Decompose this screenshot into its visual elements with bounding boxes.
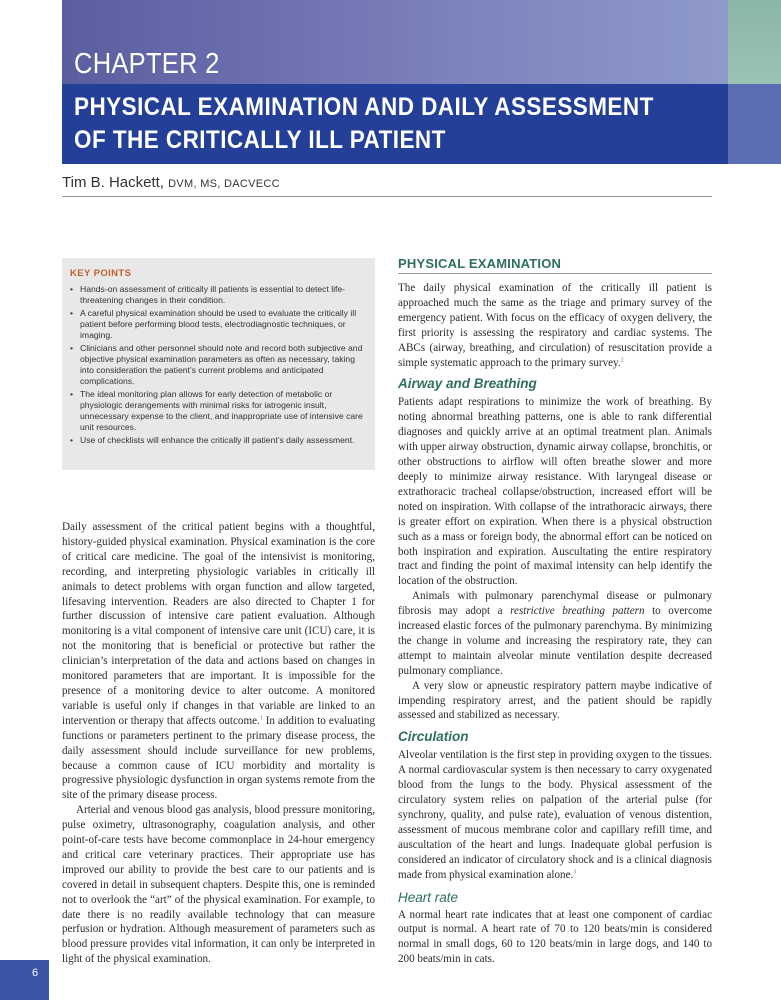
key-point-item: • Hands-on assessment of critically ill patients is essential to detect life-threatening changes in their condition. — [70, 284, 370, 306]
chapter-label: CHAPTER 2 — [74, 48, 220, 80]
chapter-title-line-1: PHYSICAL EXAMINATION AND DAILY ASSESSMENT — [74, 93, 654, 121]
key-point-item: • Use of checklists will enhance the critically ill patient’s daily assessment. — [70, 435, 370, 446]
paragraph-text: Daily assessment of the critical patient begins with a thoughtful, history-guided physical examination. Physical examination is the core of critical care medicine. The goal of the intensivist is monitoring, recording, and interpreting physiologic variables in critically ill animals to detect problems with organ function and allow targeted, lifesaving intervention. Readers are also directed to Chapter 1 for further discussion of intensive care patient evaluation. Although monitoring is a vital component of intensive care unit (ICU) care, it is not the monitoring that is beneficial or protective but rather the clinician’s interpretation of the data and actions based on changes in monitored parameters that are important. It is impossible for the presence of a monitoring device to alter outcome. A monitored variable is useful only if changes in that variable are linked to an intervention or therapy that affects outcome. — [62, 521, 375, 727]
body-paragraph: A normal heart rate indicates that at least one component of cardiac output is normal. A heart rate of 70 to 120 beats/min is considered normal in small dogs, 60 to 120 beats/min in large dogs, and 140 to 200 beats/min in cats. — [398, 908, 712, 966]
subsection-heading-circulation: Circulation — [398, 729, 469, 745]
author-line — [62, 174, 280, 191]
paragraph-text: to overcome increased elastic forces of the pulmonary parenchyma. By minimizing the change in volume and increasing the respiratory rate, they can attempt to maintain alveolar minute ventilation despite decreased pulmonary compliance. — [398, 605, 712, 677]
body-paragraph — [62, 520, 375, 803]
body-paragraph — [398, 281, 712, 370]
page-number-tab — [0, 960, 49, 1000]
key-point-item: • A careful physical examination should be used to evaluate the critically ill patient before performing blood tests, electrodiagnostic techniques, or imaging. — [70, 308, 370, 341]
paragraph-text: Alveolar ventilation is the first step in providing oxygen to the tissues. A normal cardiovascular system is then necessary to carry oxygenated blood from the lungs to the body. Physical assessment of the circulatory system relies on palpation of the arterial pulse (for synchrony, quality, and pulse rate), evaluation of venous distention, assessment of mucous membrane color and capillary refill time, and auscultation of the heart and lungs. Inadequate global perfusion is considered an indicator of circulatory shock and is a clinical diagnosis made from physical examination alone. — [398, 749, 712, 881]
reference-marker: 2 — [620, 356, 624, 363]
right-column — [398, 256, 712, 967]
section-heading-rule — [398, 273, 712, 274]
page-number: 6 — [32, 967, 39, 979]
chapter-banner-corner — [728, 0, 781, 84]
key-points-box — [62, 258, 375, 470]
body-paragraph: Arterial and venous blood gas analysis, blood pressure monitoring, pulse oximetry, ultrasonography, coagulation analysis, and other point-of-care tests have become commonplace in 24-hour emergency and critical care veterinary practices. Their appropriate use has improved our ability to provide the best care to our patients and is covered in detail in subsequent chapters. Despite this, one is reminded not to overlook the “art” of the physical examination. For example, to date there is no readily available technology that can measure perfusion or hydration. Although measurement of parameters such as blood pressure provides vital information, it can only be interpreted in light of the physical examination. — [62, 804, 375, 966]
key-point-item: • The ideal monitoring plan allows for early detection of metabolic or physiologic derangements with minimal risks for iatrogenic insult, unnecessary expense to the client, and inappropriate use of intensive care unit resources. — [70, 389, 370, 433]
body-paragraph: Patients adapt respirations to minimize the work of breathing. By noting abnormal breathing patterns, one is able to rank differential diagnoses and quickly arrive at an optimal treatment plan. Animals with upper airway obstruction, dynamic airway collapse, bronchitis, or other obstructions to airflow will often breathe slower and more deeply to minimize airway resistance. With laryngeal disease or extrathoracic tracheal collapse/obstruction, increased effort will be noted on inspiration. With collapse of the intrathoracic airways, there is greater effort on expiration. When there is a physical obstruction such as a mass or foreign body, the abnormal effort can be noticed on both inspiration and expiration. Auscultating the entire respiratory tract and finding the point of maximal intensity can help identify the location of the obstruction. — [398, 396, 712, 588]
subsection-heading-airway: Airway and Breathing — [398, 376, 537, 392]
chapter-title — [74, 91, 659, 157]
subsection-heading-heart-rate: Heart rate — [398, 889, 459, 905]
paragraph-text: Animals with pulmonary parenchymal disease or pulmonary fibrosis may adopt a — [398, 590, 712, 618]
emphasis-text: restrictive breathing pattern — [510, 605, 645, 618]
author-credentials: DVM, MS, DACVECC — [168, 178, 280, 190]
key-point-item: • Clinicians and other personnel should note and record both subjective and objective physical examination parameters as often as necessary, taking into consideration the patient’s current problems and anticipated complications. — [70, 343, 370, 387]
author-name: Tim B. Hackett, — [62, 174, 164, 191]
body-paragraph: A very slow or apneustic respiratory pattern maybe indicative of impending respiratory arrest, and the patient should be rapidly assessed and stabilized as necessary. — [398, 679, 712, 722]
author-divider — [62, 196, 712, 197]
reference-marker: 1 — [259, 715, 263, 722]
paragraph-text: The daily physical examination of the critically ill patient is approached much the same as the triage and primary survey of the emergency patient. With focus on the efficacy of oxygen delivery, the first priority is assessing the respiratory and cardiac systems. The ABCs (airway, breathing, and circulation) of resuscitation provide a simple systematic approach to the primary survey. — [398, 282, 712, 369]
body-paragraph — [398, 589, 712, 678]
paragraph-text: In addition to evaluating functions or parameters pertinent to the primary disease process, the daily assessment should include surveillance for new problems, because a common cause of ICU morbidity and mortality is progressive physiologic dysfunction in organ systems remote from the site of the primary disease process. — [62, 714, 375, 802]
section-heading: PHYSICAL EXAMINATION — [398, 256, 562, 271]
key-points-heading: KEY POINTS — [70, 268, 132, 279]
chapter-banner-corner-lower — [728, 84, 781, 164]
reference-marker: 3 — [573, 868, 577, 875]
left-column — [62, 520, 375, 967]
chapter-title-line-2: OF THE CRITICALLY ILL PATIENT — [74, 126, 446, 154]
body-paragraph — [398, 748, 712, 882]
key-points-list — [70, 284, 370, 448]
